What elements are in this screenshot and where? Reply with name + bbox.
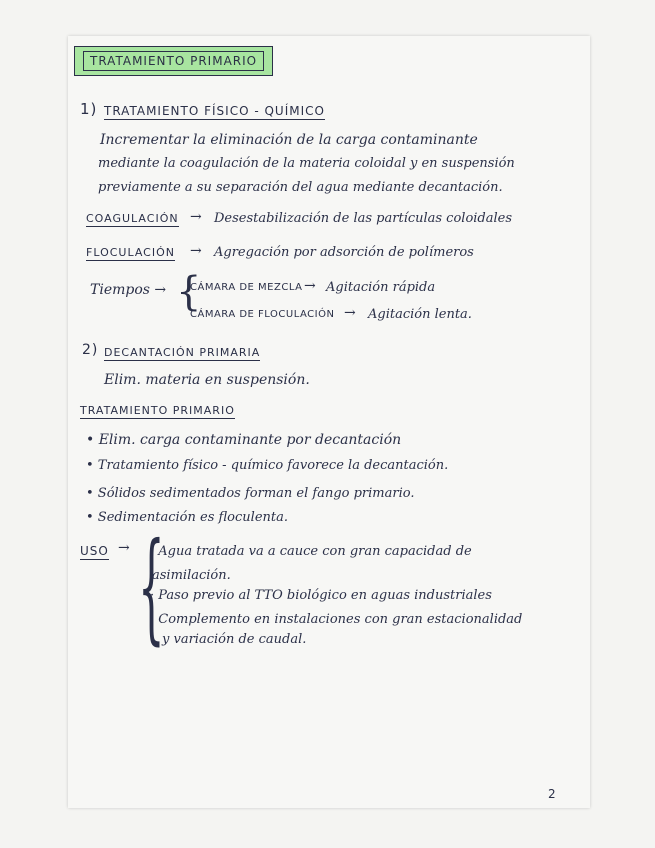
show-through-ghost <box>452 42 467 96</box>
uso-arrow: → <box>118 540 130 556</box>
tiempos-mezcla-arrow: → <box>304 278 316 294</box>
section2-heading: DECANTACIÓN PRIMARIA <box>104 346 261 359</box>
tiempos-label: Tiempos → <box>90 282 167 298</box>
section1-number: 1) <box>80 100 98 118</box>
coagulacion-term: COAGULACIÓN <box>86 212 179 225</box>
section1-para-line-2: mediante la coagulación de la materia coloidal y en suspensión <box>98 156 515 171</box>
section1-para-line-3: previamente a su separación del agua mediante decantación. <box>98 180 503 195</box>
uso-item-3-cont: y variación de caudal. <box>162 632 307 647</box>
coagulacion-arrow: → <box>190 209 202 225</box>
uso-item-1-cont: asimilación. <box>152 568 231 583</box>
section1-para-line-1: Incrementar la eliminación de la carga contaminante <box>100 132 478 148</box>
tiempos-brace: { <box>176 269 202 315</box>
uso-item-3: · Complemento en instalaciones con gran estacionalidad <box>150 612 523 627</box>
coagulacion-definition: Desestabilización de las partículas coloidales <box>214 211 513 226</box>
uso-item-2: · Paso previo al TTO biológico en aguas industriales <box>150 588 492 603</box>
floculacion-definition: Agregación por adsorción de polímeros <box>214 245 474 260</box>
tiempos-mezcla-chamber: CÁMARA DE MEZCLA <box>190 282 303 293</box>
section1-heading: TRATAMIENTO FÍSICO - QUÍMICO <box>104 104 325 118</box>
tiempos-floculacion-chamber: CÁMARA DE FLOCULACIÓN <box>190 309 335 320</box>
subsection-heading: TRATAMIENTO PRIMARIO <box>80 404 235 417</box>
page-number: 2 <box>548 787 556 801</box>
bullet-2: • Tratamiento físico - químico favorece la decantación. <box>86 458 449 473</box>
tiempos-floculacion-arrow: → <box>344 305 356 321</box>
floculacion-term: FLOCULACIÓN <box>86 246 175 259</box>
uso-item-1: · Agua tratada va a cauce con gran capacidad de <box>150 544 472 559</box>
section2-number: 2) <box>82 342 99 358</box>
bullet-3: • Sólidos sedimentados forman el fango primario. <box>86 486 415 501</box>
bullet-1: • Elim. carga contaminante por decantación <box>86 432 402 448</box>
title-box <box>74 46 273 76</box>
floculacion-arrow: → <box>190 243 202 259</box>
page-title: TRATAMIENTO PRIMARIO <box>83 51 264 71</box>
uso-brace: { <box>138 518 165 657</box>
tiempos-mezcla-desc: Agitación rápida <box>326 280 436 295</box>
notebook-page <box>68 36 590 808</box>
tiempos-floculacion-desc: Agitación lenta. <box>368 307 472 322</box>
bullet-4: • Sedimentación es floculenta. <box>86 510 288 525</box>
section2-text: Elim. materia en suspensión. <box>104 372 310 388</box>
uso-label: USO <box>80 544 109 558</box>
